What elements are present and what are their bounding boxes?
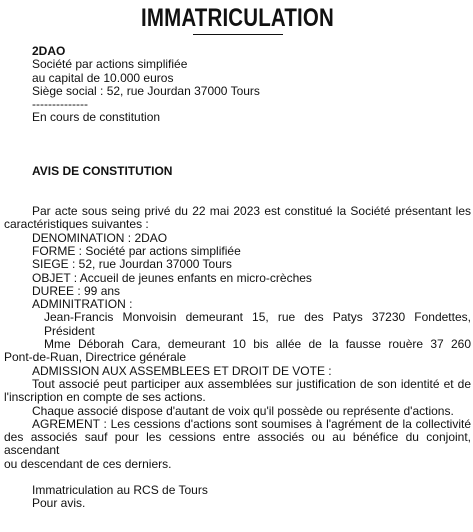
headline-underline [193,34,283,35]
closing: Pour avis. [32,496,86,511]
voting-rights: Chaque associé dispose d'autant de voix qu'il possède ou représente d'actions. [32,403,454,418]
forme: FORME : Société par actions simplifiée [32,243,241,258]
legal-notice-page [0,4,473,532]
company-form: Société par actions simplifiée [32,57,188,72]
notice-title: AVIS DE CONSTITUTION [32,163,173,178]
admin-president: Jean-Francis Monvoisin demeurant 15, rue des Patys 37230 Fondettes, Président [44,310,471,338]
company-status: En cours de constitution [32,110,161,125]
intro-line-1: Par acte sous seing privé du 22 mai 2023 est constitué la Société présentant les [32,204,471,219]
denomination: DENOMINATION : 2DAO [32,230,168,245]
admin-director-line-2: Pont-de-Ruan, Directrice générale [4,350,187,365]
company-address: Siège social : 52, rue Jourdan 37000 Tours [32,83,260,98]
separator-line: -------------- [32,97,88,112]
admission-heading: ADMISSION AUX ASSEMBLEES ET DROIT DE VOTE : [32,363,332,378]
company-name: 2DAO [32,44,66,58]
agrement-line-3: ou descendant de ces derniers. [4,456,172,471]
headline: IMMATRICULATION [140,4,335,32]
company-capital: au capital de 10.000 euros [32,70,174,85]
admin-heading: ADMINITRATION : [32,297,133,312]
admission-line-2: l'inscription en compte de ses actions. [4,390,206,405]
agrement-line-1: AGREMENT : Les cessions d'actions sont soumises à l'agrément de la collectivité [32,416,471,431]
duree: DUREE : 99 ans [32,283,121,298]
intro-line-2: caractéristiques suivantes : [4,217,149,232]
admission-line-1: Tout associé peut participer aux assemblées sur justification de son identité et de [32,376,471,391]
admin-director-line-1: Mme Déborah Cara, demeurant 10 bis allée de la fausse rouère 37 260 [44,337,471,352]
rcs-registration: Immatriculation au RCS de Tours [32,483,208,498]
agrement-line-2: des associés sauf pour les cessions entre associés ou au bénéfice du conjoint, ascendant [4,430,471,458]
objet: OBJET : Accueil de jeunes enfants en micro-crèches [32,270,312,285]
siege: SIEGE : 52, rue Jourdan 37000 Tours [32,257,232,272]
